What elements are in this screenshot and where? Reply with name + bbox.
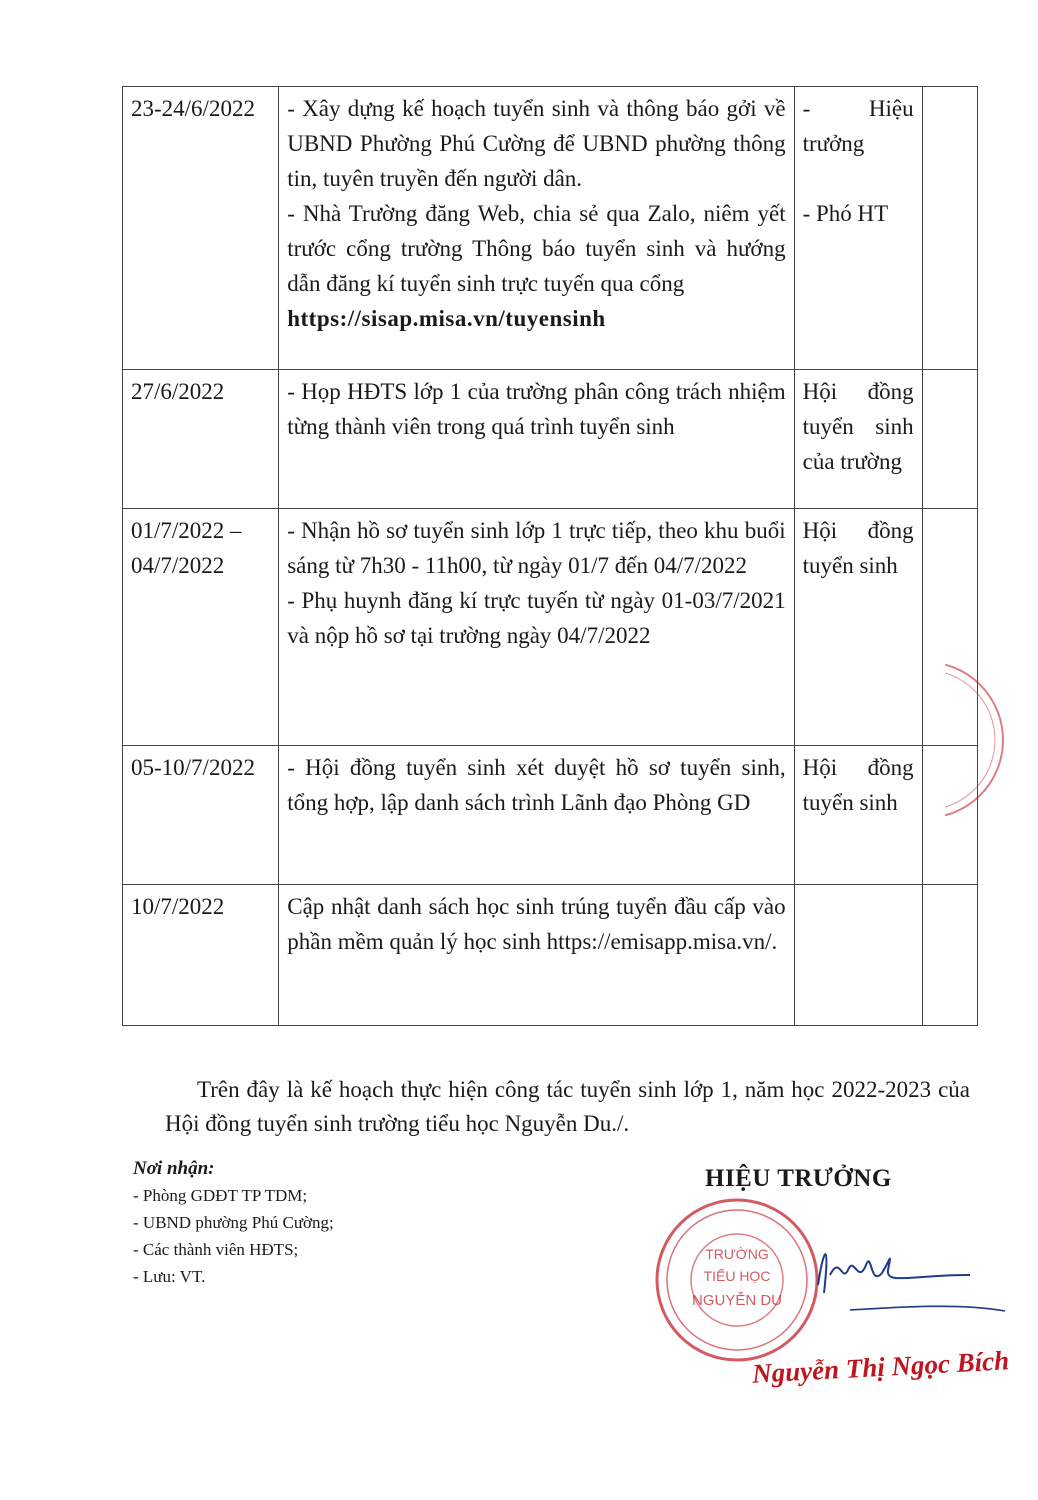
recipients-block [133, 1155, 334, 1290]
recipient-item: - Phòng GDĐT TP TDM; [133, 1186, 308, 1205]
table-row [123, 370, 978, 509]
table-row [123, 746, 978, 885]
recipient-item: - Lưu: VT. [133, 1267, 206, 1286]
responsible-cell [794, 746, 922, 885]
responsible-line: - Hiệu trưởng [802, 96, 914, 156]
principal-name: Nguyễn Thị Ngọc Bích [751, 1345, 1010, 1389]
svg-text:TIỂU HỌC: TIỂU HỌC [703, 1268, 771, 1284]
task-line: - Xây dựng kế hoạch tuyển sinh và thông báo gởi về UBND Phường Phú Cường để UBND phường thông tin, tuyên truyền đến người dân. [287, 96, 786, 191]
responsible-cell [794, 509, 922, 746]
task-line: - Họp HĐTS lớp 1 của trường phân công trách nhiệm từng thành viên trong quá trình tuyển sinh [287, 379, 786, 439]
task-line: - Hội đồng tuyển sinh xét duyệt hồ sơ tuyển sinh, tổng hợp, lập danh sách trình Lãnh đạo Phòng GD [287, 755, 786, 815]
task-line: - Nhận hồ sơ tuyển sinh lớp 1 trực tiếp, theo khu buổi sáng từ 7h30 - 11h00, từ ngày 01/7 đến 04/7/2022 [287, 518, 786, 578]
date-cell: 23-24/6/2022 [123, 87, 279, 370]
principal-title: HIỆU TRƯỞNG [705, 1165, 892, 1192]
signature-icon [810, 1215, 1010, 1325]
task-line: - Phụ huynh đăng kí trực tuyến từ ngày 01-03/7/2021 và nộp hồ sơ tại trường ngày 04/7/2022 [287, 588, 786, 648]
task-cell [279, 87, 794, 370]
responsible-line: - Phó HT [802, 201, 889, 226]
task-line: Cập nhật danh sách học sinh trúng tuyển đầu cấp vào phần mềm quản lý học sinh https://emisapp.misa.vn/. [287, 894, 786, 954]
task-cell [279, 509, 794, 746]
school-seal-icon [652, 1195, 822, 1365]
responsible-cell [794, 87, 922, 370]
table-row [123, 509, 978, 746]
responsible-line: Hội đồng tuyển sinh [802, 518, 914, 578]
date-cell: 27/6/2022 [123, 370, 279, 509]
side-seal-icon [945, 660, 1015, 820]
svg-text:NGUYỄN DU: NGUYỄN DU [691, 1292, 783, 1309]
date-cell: 05-10/7/2022 [123, 746, 279, 885]
task-line: - Nhà Trường đăng Web, chia sẻ qua Zalo, niêm yết trước cổng trường Thông báo tuyển sinh và hướng dẫn đăng kí tuyển sinh trực tuyến qua cổng [287, 201, 786, 296]
date-cell: 10/7/2022 [123, 885, 279, 1026]
recipients-title: Nơi nhận: [133, 1158, 215, 1179]
note-cell [922, 885, 977, 1026]
responsible-cell [794, 885, 922, 1026]
enrollment-plan-table [122, 86, 978, 1026]
note-cell [922, 370, 977, 509]
recipient-item: - Các thành viên HĐTS; [133, 1240, 299, 1259]
note-cell [922, 87, 977, 370]
table-row [123, 87, 978, 370]
responsible-line: Hội đồng tuyển sinh của trường [802, 379, 914, 474]
responsible-line: Hội đồng tuyển sinh [802, 755, 914, 815]
task-cell [279, 370, 794, 509]
date-cell: 01/7/2022 – 04/7/2022 [123, 509, 279, 746]
responsible-cell [794, 370, 922, 509]
svg-text:TRƯỜNG: TRƯỜNG [705, 1246, 769, 1262]
registration-link[interactable]: https://sisap.misa.vn/tuyensinh [287, 306, 606, 331]
table-row [123, 885, 978, 1026]
recipient-item: - UBND phường Phú Cường; [133, 1213, 334, 1232]
closing-paragraph: Trên đây là kế hoạch thực hiện công tác tuyển sinh lớp 1, năm học 2022-2023 của Hội đồng tuyển sinh trường tiểu học Nguyễn Du./. [165, 1077, 970, 1136]
task-cell [279, 885, 794, 1026]
task-cell [279, 746, 794, 885]
